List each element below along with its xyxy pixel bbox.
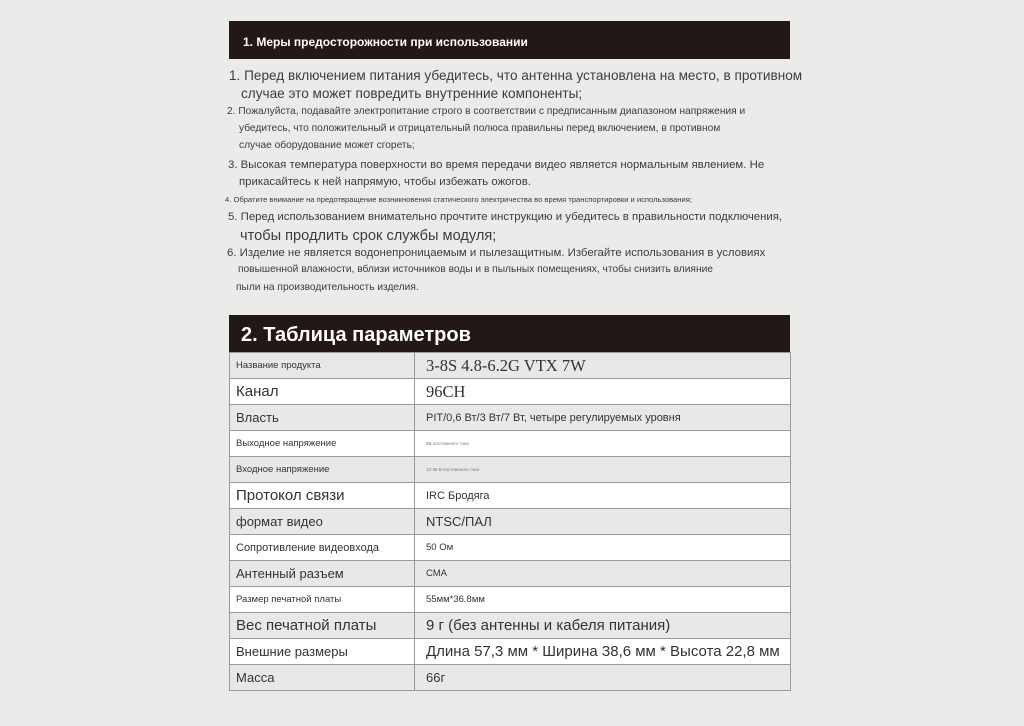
table-row bbox=[230, 431, 791, 457]
table-row bbox=[230, 535, 791, 561]
precaution-item-6-line-2: повышенной влажности, вблизи источников воды и в пыльных помещениях, чтобы снизить влияние bbox=[238, 264, 713, 275]
param-label: Антенный разъем bbox=[230, 561, 415, 587]
precaution-item-6-line-1: 6. Изделие не является водонепроницаемым и пылезащитным. Избегайте использования в условиях bbox=[227, 247, 766, 259]
table-row bbox=[230, 665, 791, 691]
param-label: Размер печатной платы bbox=[230, 587, 415, 613]
precaution-item-5-line-2: чтобы продлить срок службы модуля; bbox=[240, 228, 497, 244]
param-label: формат видео bbox=[230, 509, 415, 535]
param-value: 55мм*36.8мм bbox=[415, 587, 791, 613]
param-value: PIT/0,6 Вт/3 Вт/7 Вт, четыре регулируемых уровня bbox=[415, 405, 791, 431]
param-value: IRC Бродяга bbox=[415, 483, 791, 509]
param-label: Протокол связи bbox=[230, 483, 415, 509]
param-value: 96CH bbox=[415, 379, 791, 405]
table-row bbox=[230, 613, 791, 639]
parameters-header: 2. Таблица параметров bbox=[229, 315, 790, 352]
param-value: Длина 57,3 мм * Ширина 38,6 мм * Высота 22,8 мм bbox=[415, 639, 791, 665]
parameters-table bbox=[229, 352, 791, 691]
precaution-item-5-line-1: 5. Перед использованием внимательно прочтите инструкцию и убедитесь в правильности подключения, bbox=[228, 211, 783, 223]
param-value: 3-8S 4.8-6.2G VTX 7W bbox=[415, 353, 791, 379]
precaution-item-3-line-2: прикасайтесь к ней напрямую, чтобы избежать ожогов. bbox=[239, 176, 531, 188]
precaution-item-4: 4. Обратите внимание на предотвращение возникновения статического электричества во время транспортировки и использования; bbox=[225, 195, 692, 204]
param-label: Масса bbox=[230, 665, 415, 691]
param-value: NTSC/ПАЛ bbox=[415, 509, 791, 535]
param-label: Сопротивление видеовхода bbox=[230, 535, 415, 561]
precaution-item-3-line-1: 3. Высокая температура поверхности во время передачи видео является нормальным явлением. Не bbox=[228, 159, 765, 171]
param-value: 66г bbox=[415, 665, 791, 691]
table-row bbox=[230, 587, 791, 613]
table-row bbox=[230, 561, 791, 587]
table-row bbox=[230, 405, 791, 431]
table-row bbox=[230, 353, 791, 379]
precautions-header: 1. Меры предосторожности при использовании bbox=[229, 21, 790, 59]
param-value: 50 Ом bbox=[415, 535, 791, 561]
table-row bbox=[230, 379, 791, 405]
param-value: СМА bbox=[415, 561, 791, 587]
table-row bbox=[230, 483, 791, 509]
precaution-item-6-line-3: пыли на производительность изделия. bbox=[236, 282, 419, 293]
param-label: Внешние размеры bbox=[230, 639, 415, 665]
precaution-item-2-line-1: 2. Пожалуйста, подавайте электропитание строго в соответствии с предписанным диапазоном напряжения и bbox=[227, 106, 746, 117]
param-label: Канал bbox=[230, 379, 415, 405]
param-value: 12-36 В постоянного тока bbox=[415, 457, 791, 483]
param-value: 5В постоянного тока bbox=[415, 431, 791, 457]
table-row bbox=[230, 639, 791, 665]
param-label: Название продукта bbox=[230, 353, 415, 379]
table-row bbox=[230, 509, 791, 535]
param-label: Власть bbox=[230, 405, 415, 431]
param-label: Вес печатной платы bbox=[230, 613, 415, 639]
precaution-item-2-line-3: случае оборудование может сгореть; bbox=[239, 140, 415, 151]
param-label: Выходное напряжение bbox=[230, 431, 415, 457]
precaution-item-2-line-2: убедитесь, что положительный и отрицательный полюса правильны перед включением, в противном bbox=[239, 123, 721, 134]
table-row bbox=[230, 457, 791, 483]
param-label: Входное напряжение bbox=[230, 457, 415, 483]
param-value: 9 г (без антенны и кабеля питания) bbox=[415, 613, 791, 639]
precaution-item-1-line-2: случае это может повредить внутренние компоненты; bbox=[241, 86, 583, 101]
precaution-item-1-line-1: 1. Перед включением питания убедитесь, что антенна установлена на место, в противном bbox=[229, 68, 803, 83]
